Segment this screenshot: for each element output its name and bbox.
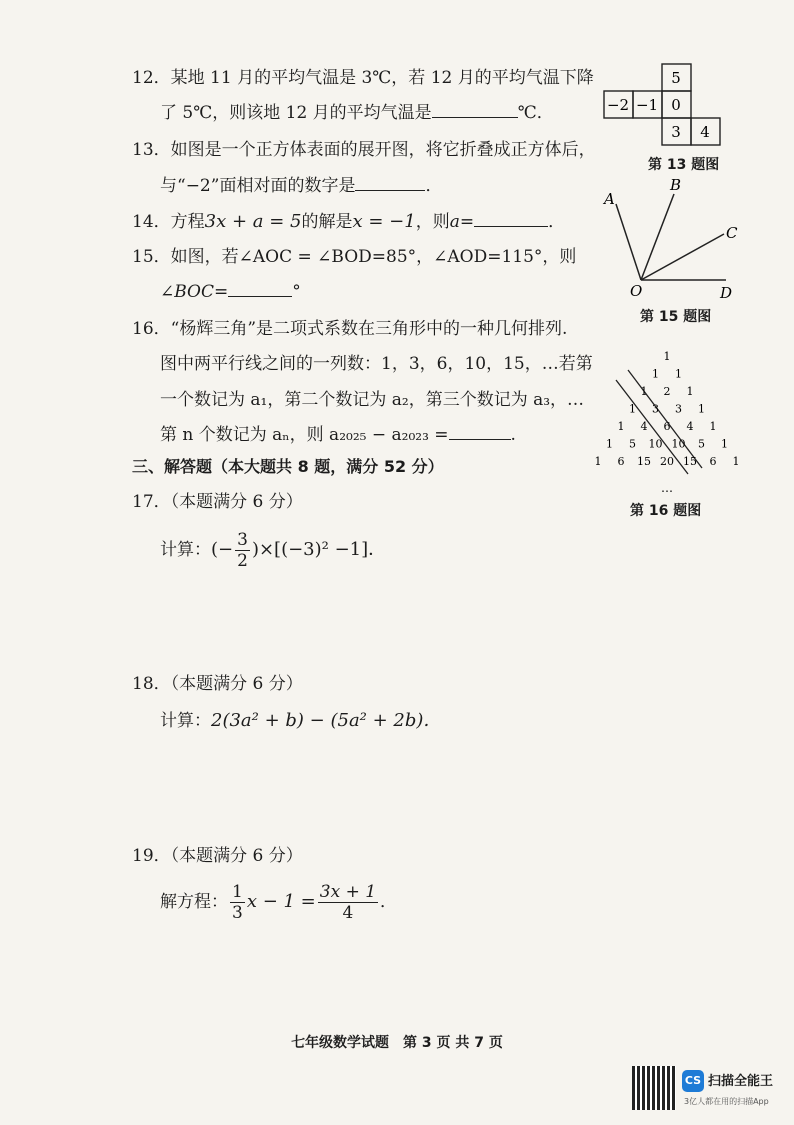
triangle-number: 10 <box>671 437 686 451</box>
question-16-line-3: 一个数记为 a₁，第二个数记为 a₂，第三个数记为 a₃，… <box>160 390 585 410</box>
qr-code-icon <box>632 1066 676 1110</box>
triangle-number: 1 <box>652 367 659 381</box>
triangle-number: 1 <box>629 402 636 416</box>
triangle-number: 6 <box>709 455 717 468</box>
triangle-number: 1 <box>617 420 625 433</box>
question-19-title: 19．（本题满分 6 分） <box>132 846 303 866</box>
question-16-line-1: 16．“杨辉三角”是二项式系数在三角形中的一种几何排列. <box>132 319 568 339</box>
point-c-label: C <box>726 224 738 242</box>
fraction-denominator: 3 <box>232 903 243 923</box>
triangle-number: 5 <box>698 437 705 451</box>
pascal-triangle-figure <box>588 340 748 500</box>
point-b-label: B <box>670 176 682 194</box>
triangle-number: 3 <box>675 402 682 416</box>
question-14-text-b: 的解是 <box>301 212 353 232</box>
triangle-number: 1 <box>663 350 671 363</box>
figure-13-caption: 第 13 题图 <box>648 157 720 173</box>
question-13-end: ． <box>425 176 443 196</box>
answer-blank-15[interactable] <box>228 278 292 297</box>
fraction-denominator: 2 <box>237 551 248 571</box>
question-16-end: . <box>510 425 516 445</box>
scanner-app-name: 扫描全能王 <box>708 1074 774 1089</box>
triangle-number: 15 <box>637 455 651 468</box>
page-footer: 七年级数学试题 第 3 页 共 7 页 <box>291 1035 503 1051</box>
question-12-unit: ℃． <box>517 103 554 123</box>
degree-mark: ° <box>292 282 301 302</box>
fraction-numerator: 1 <box>232 882 243 902</box>
triangle-number: 1 <box>721 437 728 451</box>
scanner-watermark <box>632 1066 782 1114</box>
net-cell-bottom: 3 <box>671 123 681 141</box>
triangle-number: 1 <box>594 455 602 468</box>
fraction-3-2 <box>235 530 250 571</box>
question-19-equation <box>160 880 397 924</box>
question-18-expression <box>160 707 441 735</box>
question-13-line-1: 13．如图是一个正方体表面的展开图，将它折叠成正方体后， <box>132 140 596 160</box>
triangle-number: 4 <box>686 420 694 433</box>
question-13-line-2 <box>160 172 442 200</box>
question-17-expression <box>160 528 386 572</box>
question-19-label: 解方程： <box>160 892 228 912</box>
equation-14: 3x + a = 5 <box>204 211 302 232</box>
figure-15-caption: 第 15 题图 <box>640 309 712 325</box>
expr-19-mid: x − 1 = <box>246 891 316 912</box>
question-14-end: ． <box>548 212 566 232</box>
point-a-label: A <box>604 190 615 208</box>
question-12-text: 了 5℃，则该地 12 月的平均气温是 <box>160 103 432 123</box>
triangle-number: 1 <box>709 420 717 433</box>
expr-17-open: (− <box>211 539 234 560</box>
fraction-3x1-4 <box>318 882 378 923</box>
answer-blank-12[interactable] <box>432 99 518 118</box>
answer-blank-16[interactable] <box>449 421 511 440</box>
question-13-text: 与“−2”面相对面的数字是 <box>160 176 356 196</box>
triangle-number: 15 <box>683 455 697 468</box>
net-cell-bottom-right: 4 <box>700 123 710 141</box>
net-cell-mid-left: −1 <box>635 96 659 114</box>
triangle-number: 20 <box>660 455 674 468</box>
answer-blank-14[interactable] <box>474 208 548 227</box>
question-15-line-1: 15．如图，若∠AOC = ∠BOD=85°，∠AOD=115°，则 <box>132 247 577 267</box>
expr-19-end: ． <box>380 892 398 912</box>
expr-18: 2(3a² + b) − (5a² + 2b)． <box>211 710 442 731</box>
scanner-app-tagline: 3亿人都在用的扫描App <box>684 1097 769 1106</box>
fraction-numerator: 3x + 1 <box>319 882 377 902</box>
angle-figure <box>600 176 750 304</box>
triangle-number: 2 <box>663 385 671 398</box>
figure-16-caption: 第 16 题图 <box>630 503 702 519</box>
net-cell-left: −2 <box>606 96 630 114</box>
fraction-denominator: 4 <box>342 903 354 923</box>
triangle-number: 6 <box>617 455 625 468</box>
cube-net-figure <box>600 62 730 152</box>
question-16-line-2: 图中两平行线之间的一列数：1，3，6，10，15，…若第 <box>160 354 593 374</box>
triangle-number: 1 <box>698 402 705 416</box>
question-17-label: 计算： <box>160 540 211 560</box>
point-o-label: O <box>630 282 643 300</box>
triangle-ellipsis: … <box>661 481 673 495</box>
question-14-text-a: 14．方程 <box>132 212 205 232</box>
expr-17-rest: )×[(−3)² −1]． <box>251 539 387 560</box>
question-12-line-2 <box>160 99 554 127</box>
question-14 <box>132 208 565 236</box>
question-16-text: 第 n 个数记为 aₙ，则 a₂₀₂₅ − a₂₀₂₃ = <box>160 425 449 445</box>
triangle-number: 1 <box>675 367 682 381</box>
triangle-number: 1 <box>640 385 648 398</box>
question-16-line-4 <box>160 421 516 449</box>
net-cell-center: 0 <box>671 96 681 114</box>
question-18-label: 计算： <box>160 711 211 731</box>
question-12-line-1: 12．某地 11 月的平均气温是 3℃，若 12 月的平均气温下降 <box>132 68 594 88</box>
camscanner-logo-icon: CS <box>682 1070 704 1092</box>
angle-boc: ∠BOC= <box>160 282 229 302</box>
net-cell-top: 5 <box>671 69 681 87</box>
triangle-number: 6 <box>663 420 671 433</box>
point-d-label: D <box>720 284 733 302</box>
triangle-number: 3 <box>652 402 659 416</box>
question-14-text-c: ，则 <box>415 212 450 232</box>
triangle-number: 1 <box>732 455 740 468</box>
fraction-numerator: 3 <box>237 530 248 550</box>
triangle-number: 4 <box>640 420 648 433</box>
section-3-heading: 三、解答题（本大题共 8 题，满分 52 分） <box>132 457 444 476</box>
triangle-number: 1 <box>606 437 613 451</box>
triangle-number: 5 <box>629 437 636 451</box>
variable-a: a= <box>449 212 475 232</box>
question-15-line-2 <box>160 278 301 306</box>
triangle-number: 1 <box>686 385 694 398</box>
triangle-number: 10 <box>648 437 663 451</box>
answer-blank-13[interactable] <box>355 172 425 191</box>
question-18-title: 18．（本题满分 6 分） <box>132 674 303 694</box>
solution-14: x = −1 <box>352 211 416 232</box>
fraction-1-3 <box>230 882 245 923</box>
question-17-title: 17．（本题满分 6 分） <box>132 492 303 512</box>
